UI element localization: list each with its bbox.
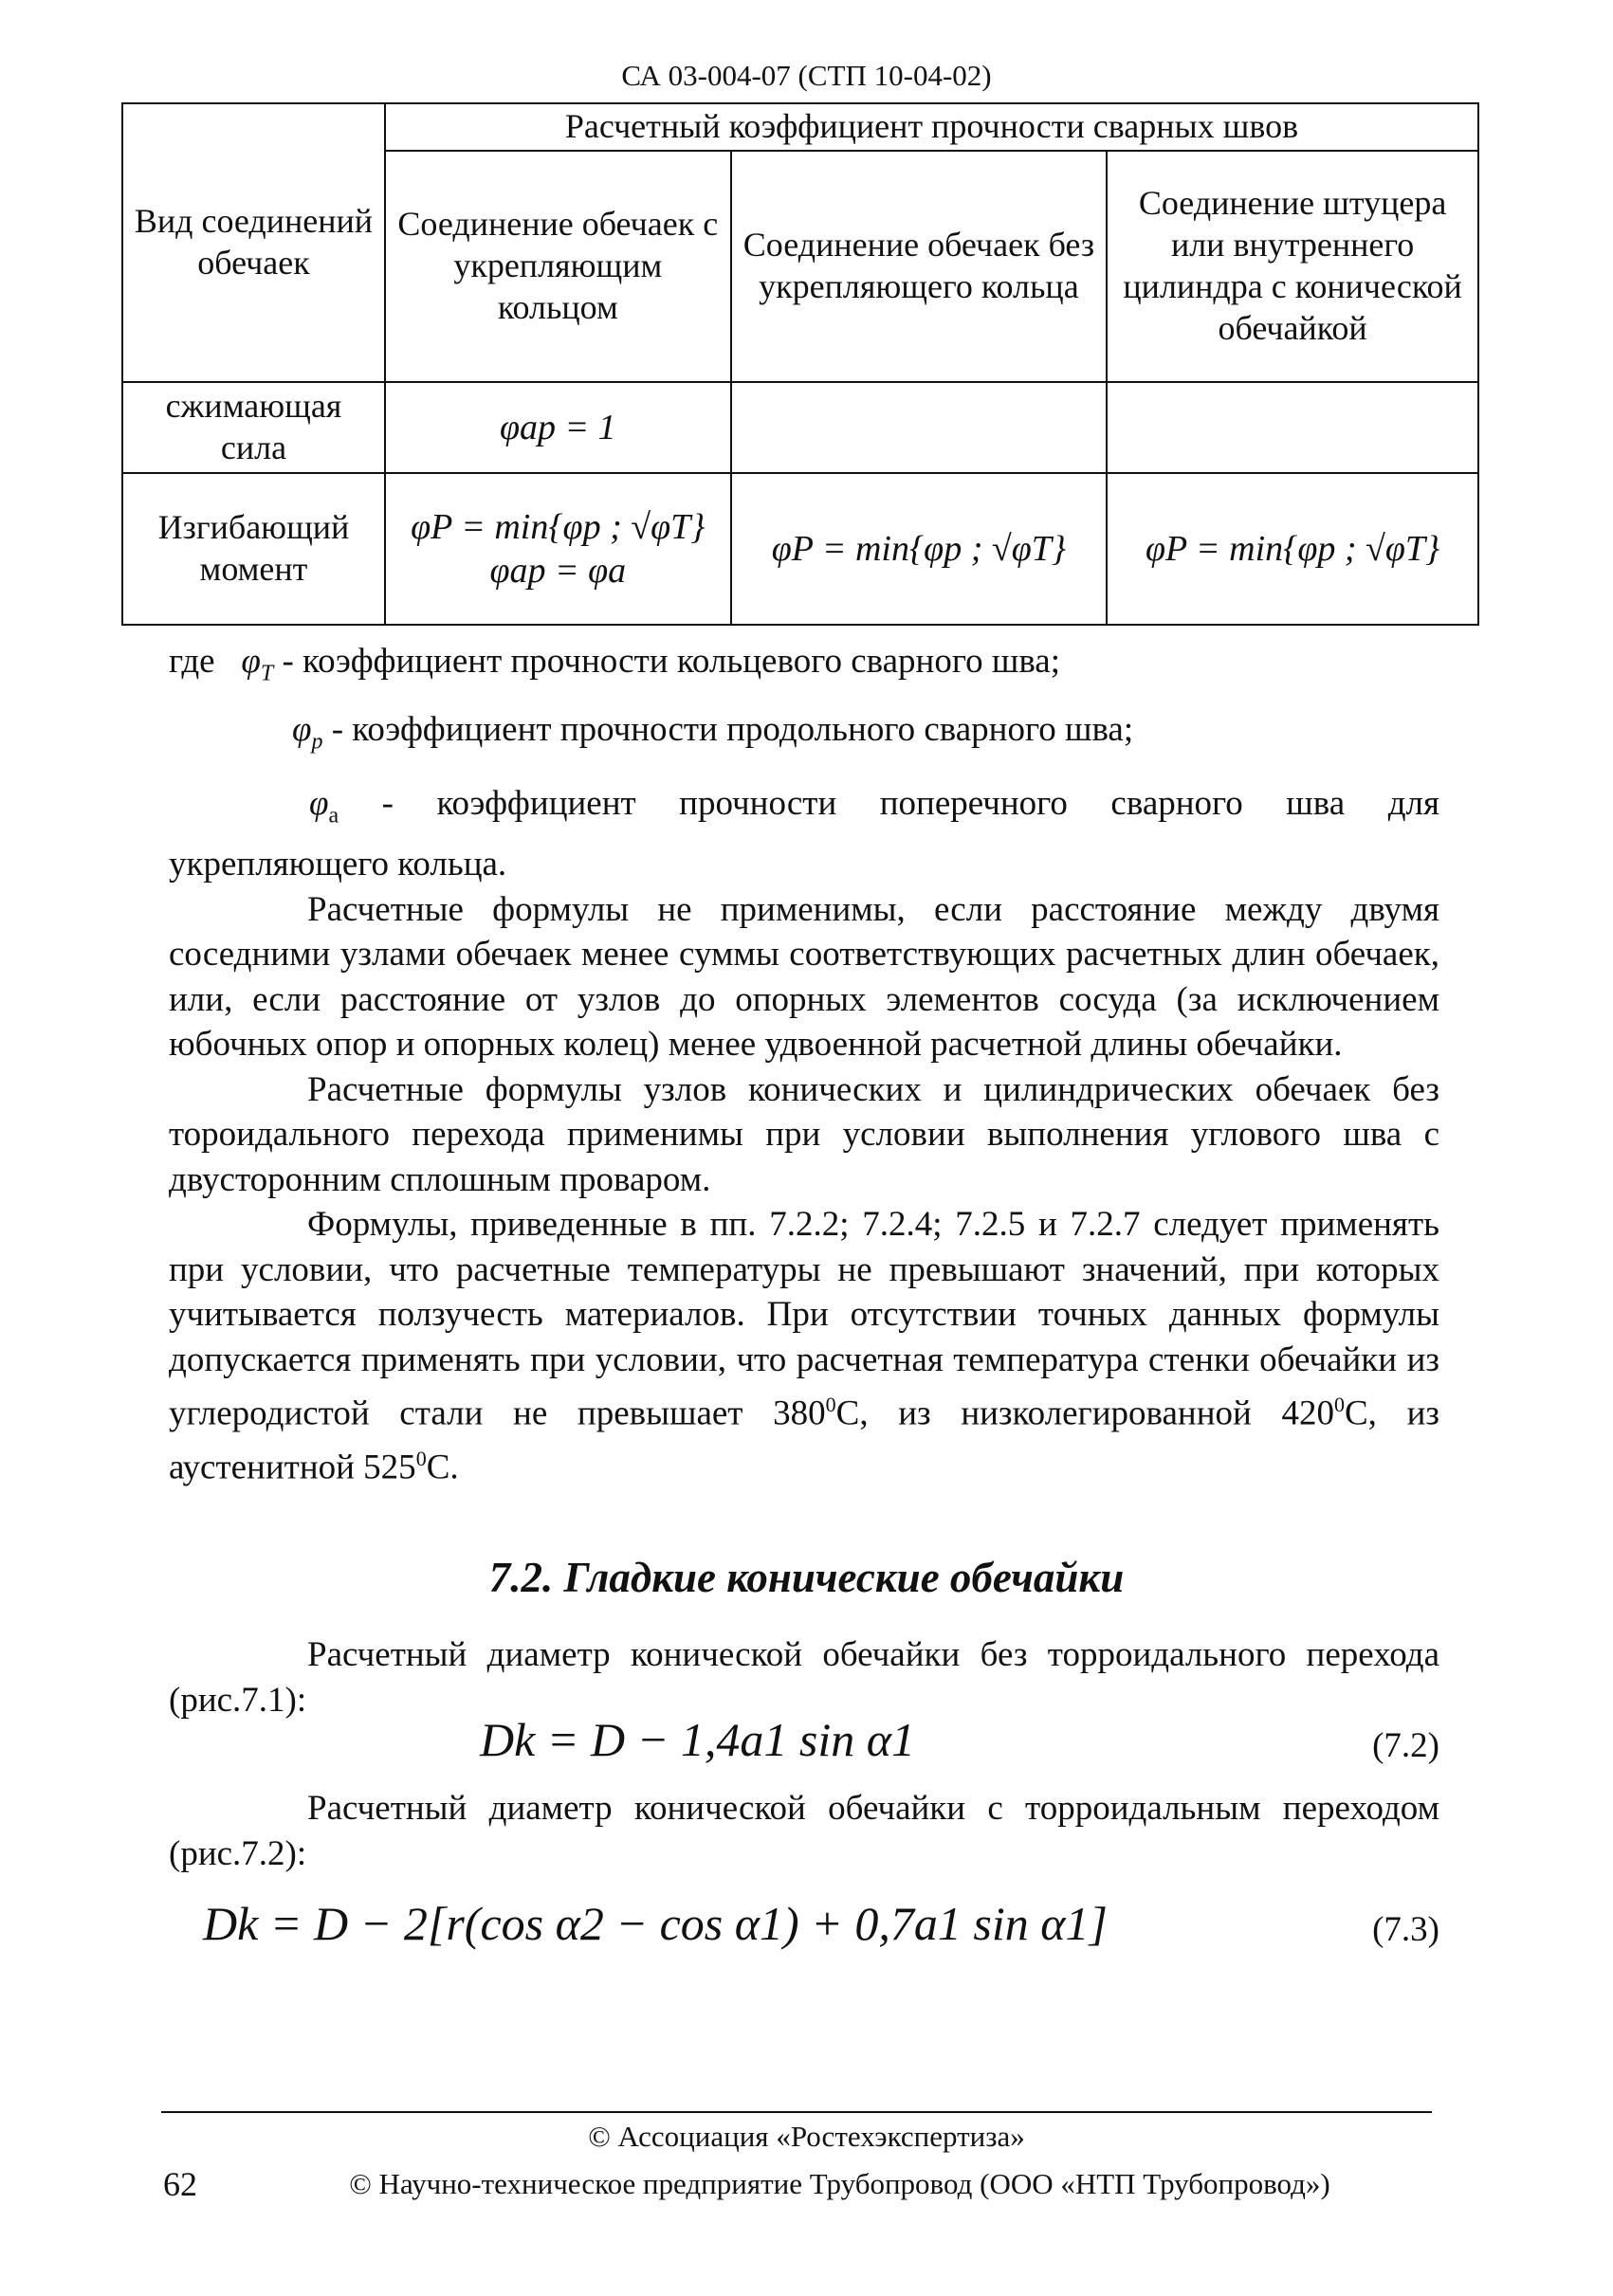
formula-min: φP = min{φp ; √φT} xyxy=(411,506,706,547)
section-title: 7.2. Гладкие конические обечайки xyxy=(488,1554,1125,1601)
paragraph-3: Формулы, приведенные в пп. 7.2.2; 7.2.4; 7.2.5 и 7.2.7 следует применять при условии, что расчетные температуры не превышают значений, при которых учитывается ползучесть материалов. При отсутствии точных данных формулы допускается применять при условии, что расчетная температура стенки обечайки из углеродистой стали не превышает $380^0С$, из низколегированной $420^0С$, из аустенитной $525^0С$. xyxy=(169,1205,1439,1487)
equation-formula: Dk = D − 2[r(cos α2 − cos α1) + 0,7a1 sin α1] xyxy=(203,1897,1108,1950)
legend-symbol: φ xyxy=(292,710,312,749)
legend-item xyxy=(292,709,1563,755)
table-row-label-bending-moment: Изгибающий момент xyxy=(122,473,385,625)
legend-text: - коэффициент прочности кольцевого сварного шва; xyxy=(282,642,1061,681)
table-header-with-ring: Соединение обечаек с укрепляющим кольцом xyxy=(385,151,731,382)
empty-cell xyxy=(1107,382,1478,473)
equation-7-3 xyxy=(169,1896,1439,1962)
legend-subscript: T xyxy=(260,661,274,686)
legend-text: - коэффициент прочности продольного сварного шва; xyxy=(331,710,1134,749)
formula-cell-nozzle: φP = min{φp ; √φT} xyxy=(1107,473,1478,625)
equation-number: (7.3) xyxy=(1372,1910,1439,1949)
equation-formula: Dk = D − 1,4a1 sin α1 xyxy=(480,1713,915,1766)
legend-item xyxy=(169,641,1439,686)
main-text xyxy=(169,842,1439,1490)
legend-symbol: φ xyxy=(309,784,329,823)
equation-7-2 xyxy=(169,1712,1439,1778)
formula-cell-with-ring xyxy=(385,473,731,625)
paragraph-4: Расчетный диаметр конической обечайки без торроидального перехода (рис.7.1): xyxy=(169,1635,1439,1720)
weld-coefficient-table xyxy=(121,102,1479,626)
footer-copyright-association: © Ассоциация «Ростехэкспертиза» xyxy=(588,2120,1025,2153)
table-header-nozzle-cone: Соединение штуцера или внутреннего цилиндра с конической обечайкой xyxy=(1107,151,1478,382)
legend-symbol: φ xyxy=(241,642,261,681)
page-number: 62 xyxy=(163,2165,197,2203)
table-header-weld-coefficient: Расчетный коэффициент прочности сварных швов xyxy=(385,103,1478,151)
legend-text: - коэффициент прочности поперечного сварного шва для xyxy=(381,784,1440,823)
formula-cell-without-ring: φP = min{φp ; √φT} xyxy=(731,473,1108,625)
footer-copyright-company: © Научно-техническое предприятие Трубопровод (ООО «НТП Трубопровод») xyxy=(349,2167,1330,2200)
legend-subscript: a xyxy=(328,803,339,829)
legend-subscript: p xyxy=(311,729,323,755)
legend-continuation: укрепляющего кольца. xyxy=(169,845,507,884)
equation-number: (7.2) xyxy=(1372,1726,1439,1765)
table-row-label-compressive-force: сжимающая сила xyxy=(122,382,385,473)
legend-item xyxy=(309,783,1439,829)
formula-ap-equals-a: φap = φa xyxy=(489,550,627,591)
footer-divider xyxy=(161,2111,1432,2113)
paragraph-1: Расчетные формулы не применимы, если расстояние между двумя соседними узлами обечаек менее суммы соответствующих расчетных длин обечаек, или, если расстояние от узлов до опорных элементов сосуда (за исключением юбочных опор и опорных колец) менее удвоенной расчетной длины обечайки. xyxy=(169,889,1439,1064)
legend-where: где xyxy=(169,642,215,681)
table-header-without-ring: Соединение обечаек без укрепляющего кольца xyxy=(731,151,1108,382)
document-code-header: СА 03-004-07 (СТП 10-04-02) xyxy=(621,59,992,92)
paragraph-5: Расчетный диаметр конической обечайки с торроидальным переходом (рис.7.2): xyxy=(169,1789,1439,1873)
table-header-connection-type: Вид соединений обечаек xyxy=(122,103,385,382)
formula-cell: φap = 1 xyxy=(385,382,731,473)
empty-cell xyxy=(731,382,1108,473)
paragraph-2: Расчетные формулы узлов конических и цилиндрических обечаек без тороидального перехода применимы при условии выполнения углового шва с двусторонним сплошным проваром. xyxy=(169,1069,1439,1199)
